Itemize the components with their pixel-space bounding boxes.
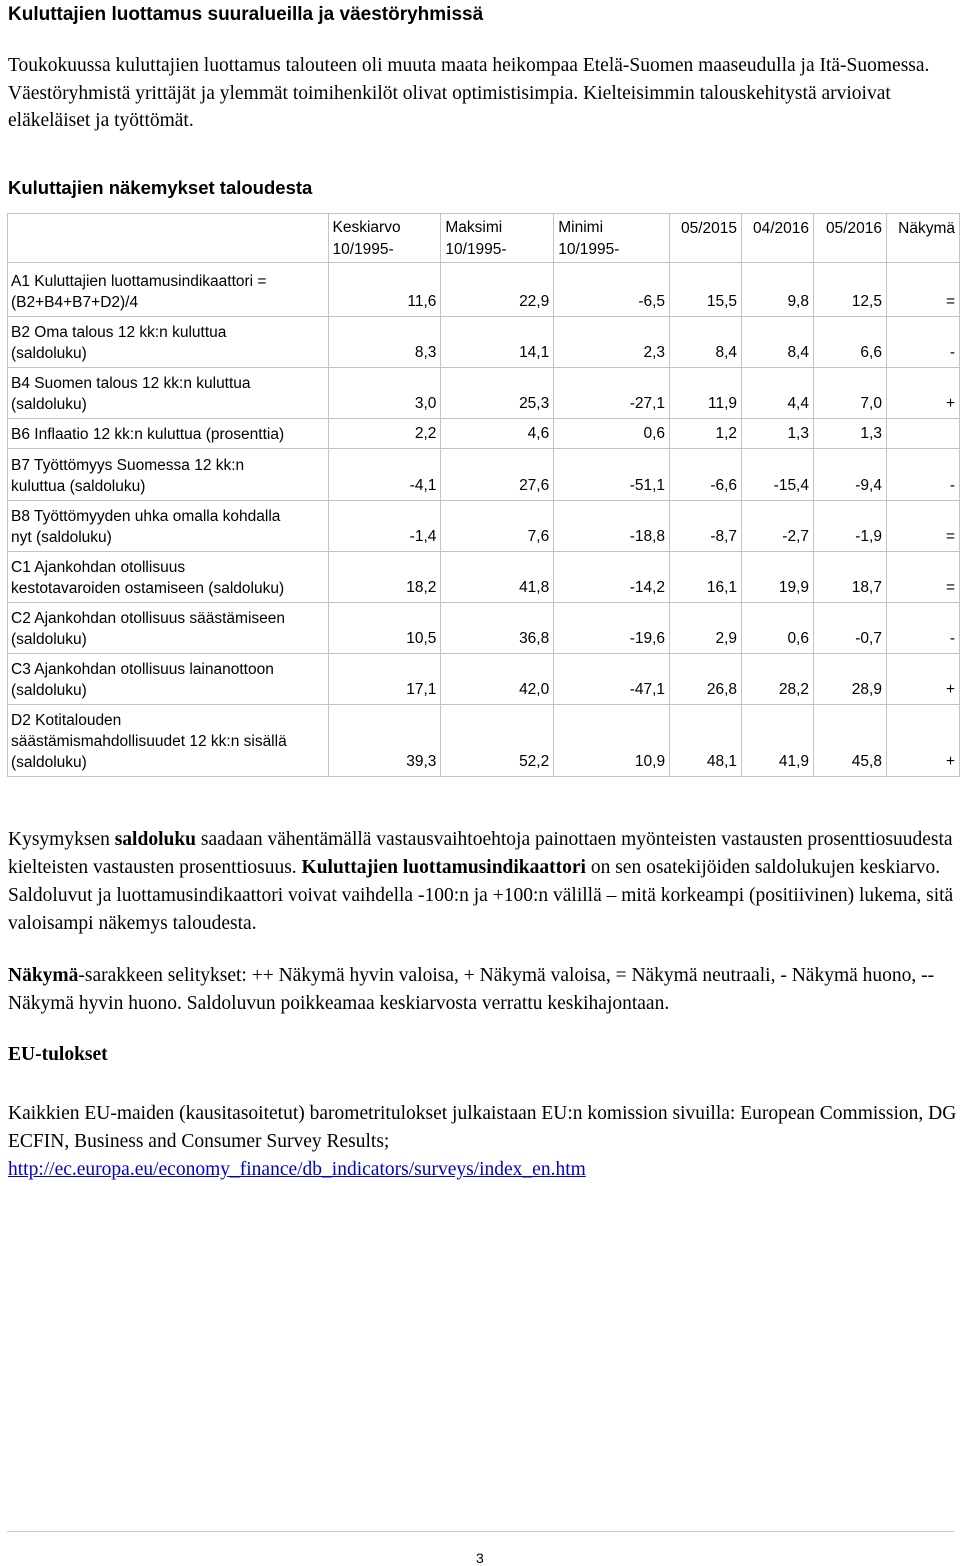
header-period-1: 05/2015	[670, 214, 742, 263]
outlook-cell: =	[886, 501, 959, 552]
eu-results-text: Kaikkien EU-maiden (kausitasoitetut) barometritulokset julkaistaan EU:n komission sivuilla: European Commission, DG ECFIN, Business and Consumer Survey Results;	[8, 1103, 957, 1152]
explanation-text-2: saadaan vähentämällä vastausvaihtoehtoja painottaen myönteisten vastausten prosenttiosuudesta kielteisten vastausten prosenttiosuus.	[8, 829, 953, 878]
intro-paragraph: Toukokuussa kuluttajien luottamus talouteen oli muuta maata heikompaa Etelä-Suomen maaseudulla ja Itä-Suomessa. Väestöryhmistä yrittäjät ja ylemmät toimihenkilöt olivat optimistisimpia. Kielteisimmin talouskehitystä arvioivat eläkeläiset ja työttömät.	[8, 55, 930, 131]
consumer-views-table	[7, 213, 960, 777]
value-cell: -4,1	[328, 449, 441, 501]
eu-results-paragraph	[8, 1100, 958, 1184]
row-label-line: (saldoluku)	[11, 631, 87, 648]
table-row	[8, 263, 960, 317]
row-label-line: B6 Inflaatio 12 kk:n kuluttua (prosenttia)	[11, 426, 285, 443]
value-cell: -51,1	[554, 449, 670, 501]
value-cell: 14,1	[441, 317, 554, 368]
value-cell: 4,4	[742, 368, 814, 419]
eu-results-heading: EU-tulokset	[8, 1044, 108, 1065]
value-cell: 8,4	[670, 317, 742, 368]
outlook-cell: -	[886, 449, 959, 501]
outlook-cell: -	[886, 317, 959, 368]
value-cell: -8,7	[670, 501, 742, 552]
header-max	[441, 214, 554, 263]
explanation-text-3: on sen osatekijöiden saldolukujen keskiarvo. Saldoluvut ja luottamusindikaattori voivat vaihdella -100:n ja +100:n välillä – mitä korkeampi (positiivinen) lukema, sitä valoisampi näkemys taloudesta.	[8, 857, 954, 934]
row-label-line: B4 Suomen talous 12 kk:n kuluttua	[11, 375, 251, 392]
table-row	[8, 654, 960, 705]
value-cell: -15,4	[742, 449, 814, 501]
row-label-line: (saldoluku)	[11, 345, 87, 362]
value-cell: 45,8	[814, 705, 887, 777]
row-label-line: (saldoluku)	[11, 396, 87, 413]
header-mean-line1: Keskiarvo	[332, 219, 401, 236]
value-cell: 10,9	[554, 705, 670, 777]
row-label-line: A1 Kuluttajien luottamusindikaattori =	[11, 273, 267, 290]
page-title: Kuluttajien luottamus suuralueilla ja väestöryhmissä	[8, 4, 484, 25]
table-row	[8, 368, 960, 419]
header-min-line2: 10/1995-	[558, 241, 620, 258]
value-cell: 0,6	[554, 419, 670, 449]
value-cell: 42,0	[441, 654, 554, 705]
outlook-cell: +	[886, 654, 959, 705]
value-cell: -1,4	[328, 501, 441, 552]
value-cell: 41,9	[742, 705, 814, 777]
row-label	[8, 552, 329, 603]
row-label-line: B7 Työttömyys Suomessa 12 kk:n	[11, 457, 245, 474]
outlook-cell: =	[886, 263, 959, 317]
value-cell: 1,2	[670, 419, 742, 449]
row-label-line: B8 Työttömyyden uhka omalla kohdalla	[11, 508, 281, 525]
value-cell: -27,1	[554, 368, 670, 419]
row-label-line: kestotavaroiden ostamiseen (saldoluku)	[11, 580, 285, 597]
row-label	[8, 654, 329, 705]
header-period-2: 04/2016	[742, 214, 814, 263]
row-label-line: B2 Oma talous 12 kk:n kuluttua	[11, 324, 227, 341]
outlook-legend-bold: Näkymä	[8, 965, 79, 986]
value-cell: 11,6	[328, 263, 441, 317]
outlook-cell: -	[886, 603, 959, 654]
header-min	[554, 214, 670, 263]
header-mean-line2: 10/1995-	[332, 241, 394, 258]
value-cell: 9,8	[742, 263, 814, 317]
value-cell: -18,8	[554, 501, 670, 552]
value-cell: 18,7	[814, 552, 887, 603]
value-cell: 22,9	[441, 263, 554, 317]
row-label	[8, 317, 329, 368]
value-cell: -6,5	[554, 263, 670, 317]
value-cell: 0,6	[742, 603, 814, 654]
outlook-legend-text: -sarakkeen selitykset: ++ Näkymä hyvin valoisa, + Näkymä valoisa, = Näkymä neutraali, - Näkymä huono, -- Näkymä hyvin huono. Saldoluvun poikkeamaa keskiarvosta verrattu keskihajontaan.	[8, 965, 935, 1014]
row-label-line: säästämismahdollisuudet 12 kk:n sisällä	[11, 733, 287, 750]
table-row	[8, 552, 960, 603]
table-row	[8, 705, 960, 777]
header-max-line2: 10/1995-	[445, 241, 507, 258]
value-cell: 11,9	[670, 368, 742, 419]
saldoluku-explanation	[8, 826, 958, 938]
row-label-line: C2 Ajankohdan otollisuus säästämiseen	[11, 610, 286, 627]
value-cell: 18,2	[328, 552, 441, 603]
value-cell: 19,9	[742, 552, 814, 603]
value-cell: 8,4	[742, 317, 814, 368]
value-cell: 2,9	[670, 603, 742, 654]
value-cell: -0,7	[814, 603, 887, 654]
row-label	[8, 449, 329, 501]
row-label-line: nyt (saldoluku)	[11, 529, 112, 546]
table-title: Kuluttajien näkemykset taloudesta	[8, 177, 313, 198]
value-cell: 16,1	[670, 552, 742, 603]
row-label	[8, 263, 329, 317]
value-cell: 27,6	[441, 449, 554, 501]
header-min-line1: Minimi	[558, 219, 604, 236]
header-empty	[8, 214, 329, 263]
row-label	[8, 501, 329, 552]
value-cell: 4,6	[441, 419, 554, 449]
value-cell: 7,6	[441, 501, 554, 552]
row-label	[8, 705, 329, 777]
table-row	[8, 501, 960, 552]
explanation-bold-2: Kuluttajien luottamusindikaattori	[301, 857, 586, 878]
value-cell: -2,7	[742, 501, 814, 552]
value-cell: -14,2	[554, 552, 670, 603]
value-cell: 28,9	[814, 654, 887, 705]
value-cell: 10,5	[328, 603, 441, 654]
row-label-line: (saldoluku)	[11, 754, 87, 771]
value-cell: 36,8	[441, 603, 554, 654]
header-max-line1: Maksimi	[445, 219, 503, 236]
row-label	[8, 419, 329, 449]
row-label-line: D2 Kotitalouden	[11, 712, 122, 729]
eu-results-link[interactable]: http://ec.europa.eu/economy_finance/db_indicators/surveys/index_en.htm	[8, 1159, 586, 1180]
footer-divider	[7, 1531, 954, 1532]
page-number: 3	[476, 1550, 484, 1566]
row-label-line: C3 Ajankohdan otollisuus lainanottoon	[11, 661, 274, 678]
row-label-line: kuluttua (saldoluku)	[11, 478, 146, 495]
value-cell: 3,0	[328, 368, 441, 419]
value-cell: 2,3	[554, 317, 670, 368]
value-cell: 1,3	[814, 419, 887, 449]
header-mean	[328, 214, 441, 263]
table-header-row	[8, 214, 960, 263]
value-cell: -1,9	[814, 501, 887, 552]
value-cell: 25,3	[441, 368, 554, 419]
outlook-legend	[8, 962, 958, 1018]
table-row	[8, 419, 960, 449]
value-cell: 26,8	[670, 654, 742, 705]
value-cell: -47,1	[554, 654, 670, 705]
value-cell: 2,2	[328, 419, 441, 449]
value-cell: 8,3	[328, 317, 441, 368]
value-cell: 17,1	[328, 654, 441, 705]
table-row	[8, 603, 960, 654]
explanation-text-1: Kysymyksen	[8, 829, 115, 850]
value-cell: 12,5	[814, 263, 887, 317]
header-outlook: Näkymä	[886, 214, 959, 263]
row-label-line: C1 Ajankohdan otollisuus	[11, 559, 186, 576]
value-cell: 7,0	[814, 368, 887, 419]
header-period-3: 05/2016	[814, 214, 887, 263]
value-cell: 6,6	[814, 317, 887, 368]
row-label-line: (saldoluku)	[11, 682, 87, 699]
value-cell: -19,6	[554, 603, 670, 654]
row-label	[8, 603, 329, 654]
row-label-line: (B2+B4+B7+D2)/4	[11, 294, 139, 311]
value-cell: -9,4	[814, 449, 887, 501]
row-label	[8, 368, 329, 419]
explanation-bold-1: saldoluku	[114, 829, 197, 850]
table-row	[8, 317, 960, 368]
value-cell: 52,2	[441, 705, 554, 777]
value-cell: 41,8	[441, 552, 554, 603]
outlook-cell: =	[886, 552, 959, 603]
value-cell: 39,3	[328, 705, 441, 777]
value-cell: 15,5	[670, 263, 742, 317]
outlook-cell: +	[886, 705, 959, 777]
value-cell: 1,3	[742, 419, 814, 449]
value-cell: -6,6	[670, 449, 742, 501]
outlook-cell: +	[886, 368, 959, 419]
value-cell: 28,2	[742, 654, 814, 705]
value-cell: 48,1	[670, 705, 742, 777]
outlook-cell	[886, 419, 959, 449]
table-row	[8, 449, 960, 501]
